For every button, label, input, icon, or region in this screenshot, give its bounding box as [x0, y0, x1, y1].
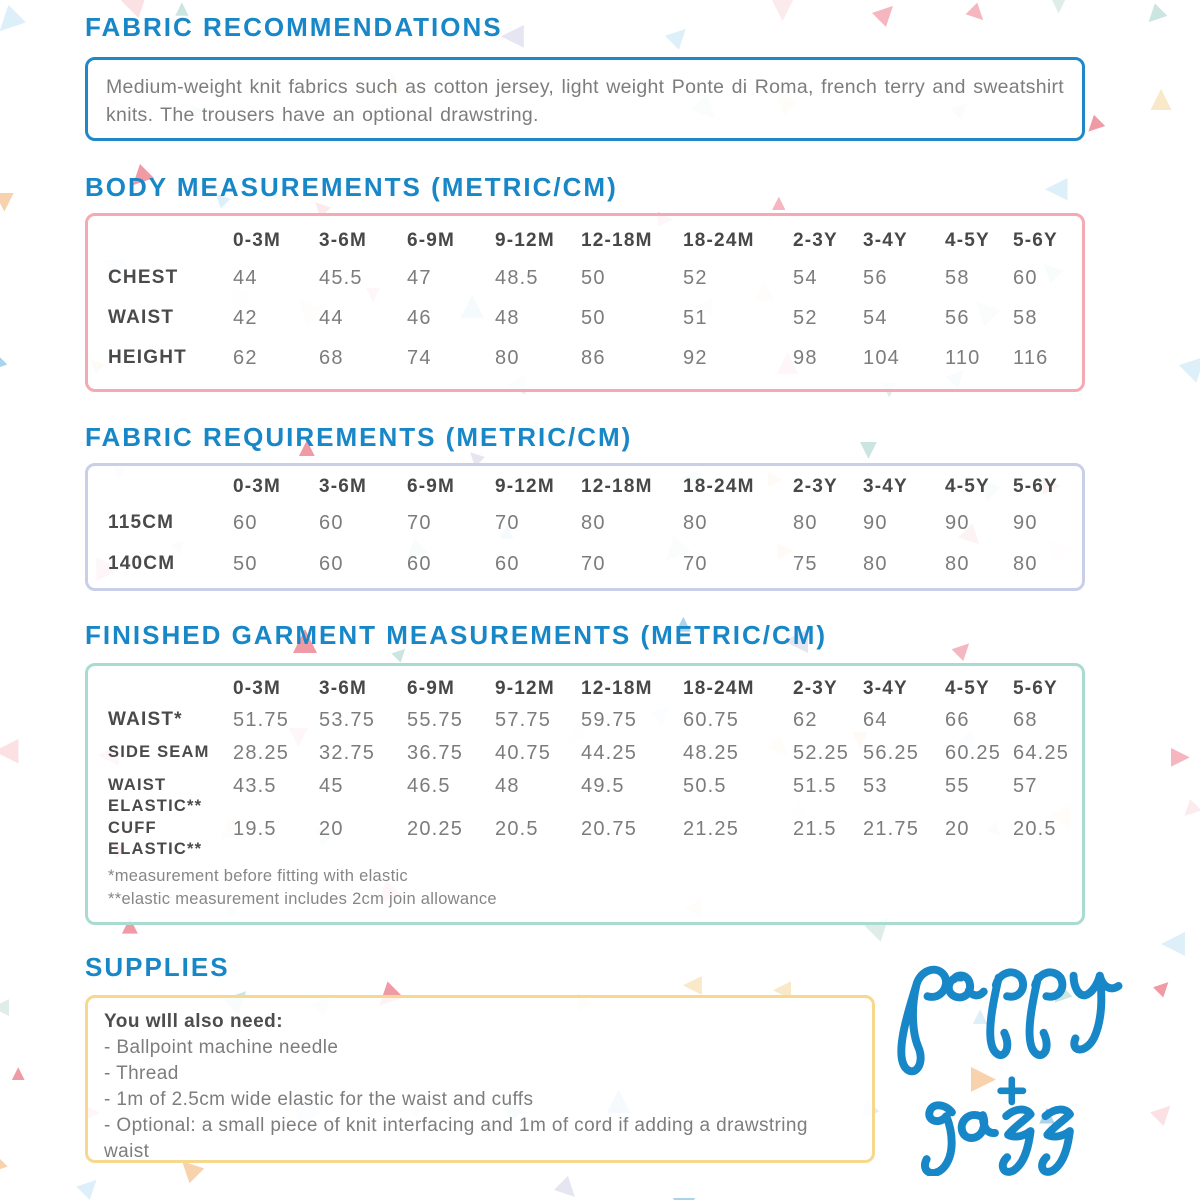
cell-value: 80 [683, 512, 708, 534]
cell-value: 57 [1013, 775, 1038, 797]
row-label: CUFF ELASTIC** [108, 818, 203, 859]
column-header: 2-3Y [793, 678, 838, 699]
column-header: 12-18M [581, 476, 653, 497]
cell-value: 45 [319, 775, 344, 797]
cell-value: 64.25 [1013, 742, 1070, 764]
column-header: 5-6Y [1013, 230, 1058, 251]
table-row [108, 553, 1082, 594]
cell-value: 66 [945, 709, 970, 731]
cell-value: 58 [945, 267, 970, 289]
cell-value: 80 [945, 553, 970, 575]
cell-value: 48 [495, 307, 520, 329]
cell-value: 53 [863, 775, 888, 797]
cell-value: 55 [945, 775, 970, 797]
column-header: 0-3M [233, 230, 282, 251]
column-header: 6-9M [407, 476, 456, 497]
fabric-recommendations-text: Medium-weight knit fabrics such as cotton jersey, light weight Ponte di Roma, french terry and sweatshirt knits. The trousers have an optional drawstring. [106, 76, 1064, 126]
poppy-jazz-logo [878, 942, 1140, 1176]
cell-value: 50 [233, 553, 258, 575]
logo-letter-y [1074, 976, 1119, 1050]
cell-value: 54 [863, 307, 888, 329]
cell-value: 53.75 [319, 709, 376, 731]
row-label: CHEST [108, 267, 179, 288]
cell-value: 90 [1013, 512, 1038, 534]
footnote-elastic-fitting: *measurement before fitting with elastic [108, 866, 408, 885]
cell-value: 90 [945, 512, 970, 534]
cell-value: 51 [683, 307, 708, 329]
column-header: 4-5Y [945, 678, 990, 699]
cell-value: 70 [407, 512, 432, 534]
table-row [108, 818, 1082, 861]
column-header: 3-6M [319, 230, 368, 251]
column-header: 0-3M [233, 678, 282, 699]
cell-value: 58 [1013, 307, 1038, 329]
table-row [108, 512, 1082, 553]
row-label: WAIST* [108, 709, 183, 730]
column-header: 12-18M [581, 230, 653, 251]
fabric-requirements-table [88, 466, 1082, 594]
finished-garment-box [85, 663, 1085, 925]
column-header: 3-6M [319, 476, 368, 497]
column-header: 18-24M [683, 230, 755, 251]
column-header: 18-24M [683, 476, 755, 497]
cell-value: 50.5 [683, 775, 727, 797]
cell-value: 80 [793, 512, 818, 534]
cell-value: 116 [1013, 347, 1049, 369]
cell-value: 56 [863, 267, 888, 289]
cell-value: 51.75 [233, 709, 290, 731]
cell-value: 32.75 [319, 742, 376, 764]
column-header: 5-6Y [1013, 476, 1058, 497]
body-measurements-heading: BODY MEASUREMENTS (METRIC/CM) [85, 172, 618, 202]
cell-value: 56 [945, 307, 970, 329]
table-row [108, 709, 1082, 742]
cell-value: 49.5 [581, 775, 625, 797]
cell-value: 52.25 [793, 742, 850, 764]
cell-value: 104 [863, 347, 900, 369]
supplies-intro: You wIll also need: [104, 1011, 284, 1032]
column-header: 0-3M [233, 476, 282, 497]
supplies-item-needle: - Ballpoint machine needle [104, 1037, 339, 1058]
row-label: HEIGHT [108, 347, 187, 368]
cell-value: 19.5 [233, 817, 277, 840]
column-header: 5-6Y [1013, 678, 1058, 699]
cell-value: 80 [495, 347, 520, 369]
cell-value: 52 [793, 307, 818, 329]
cell-value: 50 [581, 267, 606, 289]
body-measurements-box [85, 213, 1085, 392]
cell-value: 60 [407, 553, 432, 575]
cell-value: 46 [407, 307, 432, 329]
cell-value: 60.25 [945, 742, 1002, 764]
cell-value: 54 [793, 267, 818, 289]
column-header: 9-12M [495, 476, 555, 497]
column-header: 3-4Y [863, 476, 908, 497]
fabric-recommendations-heading: FABRIC RECOMMENDATIONS [85, 12, 503, 42]
cell-value: 21.25 [683, 817, 740, 840]
column-header: 4-5Y [945, 476, 990, 497]
finished-garment-heading: FINISHED GARMENT MEASUREMENTS (METRIC/CM) [85, 620, 828, 650]
cell-value: 68 [319, 347, 344, 369]
column-header: 3-6M [319, 678, 368, 699]
cell-value: 55.75 [407, 709, 464, 731]
table-header-row [108, 476, 1082, 512]
cell-value: 60 [233, 512, 258, 534]
cell-value: 64 [863, 709, 888, 731]
table-header-row [108, 230, 1082, 267]
cell-value: 42 [233, 307, 258, 329]
supplies-item-elastic: - 1m of 2.5cm wide elastic for the waist and cuffs [104, 1089, 534, 1110]
table-row [108, 307, 1082, 347]
cell-value: 21.5 [793, 817, 837, 840]
logo-letter-p2 [990, 972, 1023, 1055]
cell-value: 75 [793, 553, 818, 575]
table-row [108, 267, 1082, 307]
row-label: WAIST ELASTIC** [108, 776, 203, 816]
cell-value: 52 [683, 267, 708, 289]
cell-value: 43.5 [233, 775, 277, 797]
cell-value: 60 [495, 553, 520, 575]
column-header: 9-12M [495, 678, 555, 699]
cell-value: 45.5 [319, 267, 363, 289]
cell-value: 62 [233, 347, 258, 369]
logo-letter-p1 [901, 970, 946, 1072]
cell-value: 44.25 [581, 742, 638, 764]
column-header: 3-4Y [863, 678, 908, 699]
cell-value: 44 [319, 307, 344, 329]
cell-value: 62 [793, 709, 818, 731]
cell-value: 70 [495, 512, 520, 534]
table-row [108, 775, 1082, 818]
supplies-list [88, 998, 872, 1176]
cell-value: 20.5 [495, 817, 539, 840]
cell-value: 74 [407, 347, 432, 369]
logo-letter-p3 [1030, 972, 1063, 1055]
cell-value: 70 [683, 553, 708, 575]
cell-value: 20.5 [1013, 817, 1057, 840]
fabric-requirements-box [85, 463, 1085, 591]
table-header-row [108, 678, 1082, 709]
cell-value: 21.75 [863, 817, 920, 840]
cell-value: 20.25 [407, 817, 464, 840]
cell-value: 80 [581, 512, 606, 534]
cell-value: 48.25 [683, 742, 740, 764]
column-header: 6-9M [407, 230, 456, 251]
cell-value: 98 [793, 347, 818, 369]
cell-value: 46.5 [407, 775, 451, 797]
cell-value: 50 [581, 307, 606, 329]
cell-value: 80 [1013, 553, 1038, 575]
logo-plus-icon [1001, 1080, 1023, 1102]
footnote-join-allowance: **elastic measurement includes 2cm join allowance [108, 889, 497, 908]
cell-value: 56.25 [863, 742, 920, 764]
row-label: SIDE SEAM [108, 743, 210, 761]
table-row [108, 742, 1082, 775]
cell-value: 20 [319, 817, 344, 840]
finished-garment-table [88, 666, 1082, 861]
fabric-recommendations-box [85, 57, 1085, 141]
cell-value: 36.75 [407, 742, 464, 764]
body-measurements-table [88, 216, 1082, 387]
row-label: 115CM [108, 512, 175, 533]
column-header: 4-5Y [945, 230, 990, 251]
row-label: WAIST [108, 307, 175, 328]
cell-value: 70 [581, 553, 606, 575]
cell-value: 20.75 [581, 817, 638, 840]
cell-value: 47 [407, 267, 432, 289]
column-header: 6-9M [407, 678, 456, 699]
cell-value: 48.5 [495, 267, 539, 289]
logo-letter-o [949, 976, 984, 998]
table-row [108, 347, 1082, 387]
logo-letter-z1 [1003, 1110, 1031, 1172]
column-header: 2-3Y [793, 476, 838, 497]
cell-value: 60 [319, 553, 344, 575]
cell-value: 90 [863, 512, 888, 534]
column-header: 3-4Y [863, 230, 908, 251]
cell-value: 59.75 [581, 709, 638, 731]
supplies-box [85, 995, 875, 1163]
supplies-item-thread: - Thread [104, 1063, 179, 1084]
cell-value: 60 [319, 512, 344, 534]
supplies-item-optional: - Optional: a small piece of knit interfacing and 1m of cord if adding a drawstring waist [104, 1115, 808, 1162]
cell-value: 40.75 [495, 742, 552, 764]
cell-value: 68 [1013, 709, 1038, 731]
cell-value: 92 [683, 347, 708, 369]
cell-value: 110 [945, 347, 981, 369]
column-header: 18-24M [683, 678, 755, 699]
cell-value: 48 [495, 775, 520, 797]
row-label: 140CM [108, 553, 176, 574]
column-header: 2-3Y [793, 230, 838, 251]
cell-value: 44 [233, 267, 258, 289]
cell-value: 60.75 [683, 709, 740, 731]
cell-value: 51.5 [793, 775, 837, 797]
column-header: 9-12M [495, 230, 555, 251]
cell-value: 20 [945, 817, 970, 840]
cell-value: 86 [581, 347, 606, 369]
cell-value: 60 [1013, 267, 1038, 289]
logo-letter-j [925, 1105, 952, 1173]
cell-value: 57.75 [495, 709, 552, 731]
logo-letter-a [962, 1115, 995, 1138]
fabric-requirements-heading: FABRIC REQUIREMENTS (METRIC/CM) [85, 422, 633, 452]
cell-value: 28.25 [233, 742, 290, 764]
column-header: 12-18M [581, 678, 653, 699]
logo-letter-z2 [1042, 1110, 1070, 1172]
cell-value: 80 [863, 553, 888, 575]
supplies-heading: SUPPLIES [85, 952, 230, 982]
poppy-jazz-logo-svg [878, 942, 1140, 1176]
